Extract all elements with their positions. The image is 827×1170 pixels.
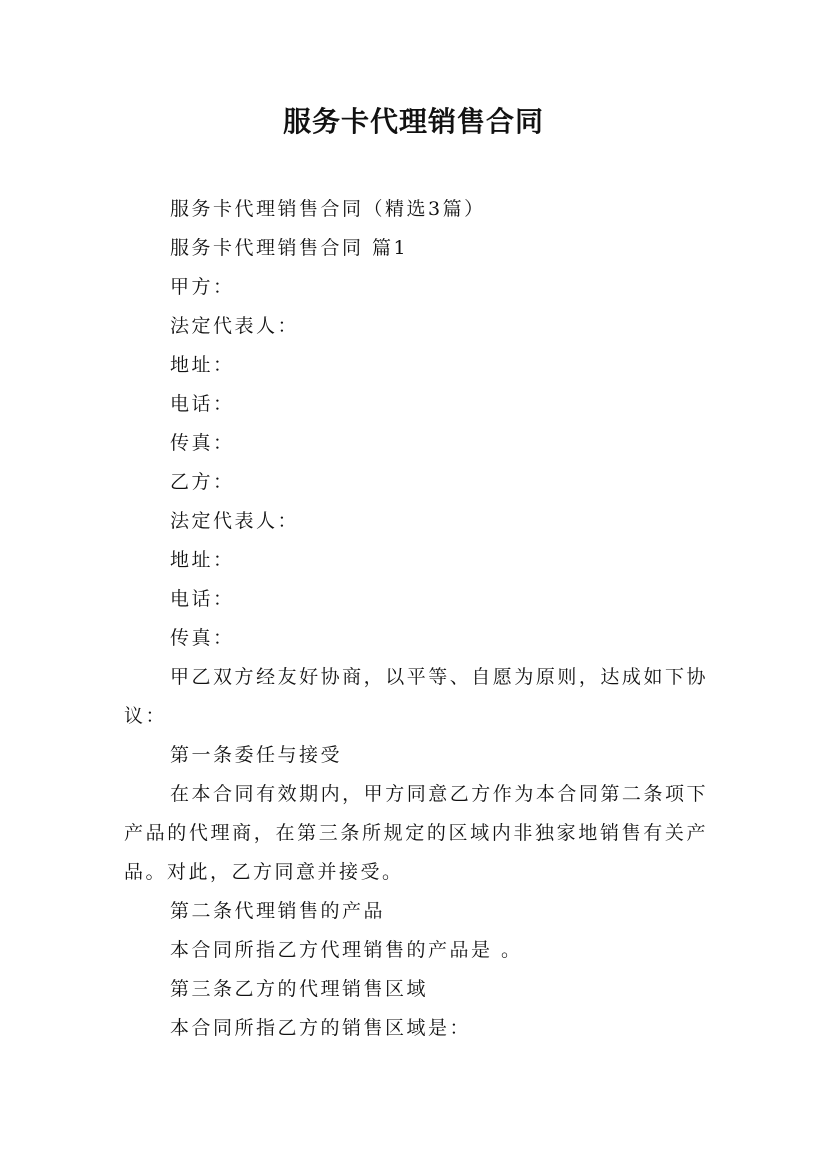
clause-3-body: 本合同所指乙方的销售区域是：: [170, 1017, 472, 1039]
clause-3-heading: 第三条乙方的代理销售区域: [170, 978, 429, 1000]
party-b-address: 地址：: [170, 549, 235, 571]
document-title: 服务卡代理销售合同: [282, 105, 544, 138]
party-b-legal-rep: 法定代表人：: [170, 510, 300, 532]
agreement-intro: 甲乙双方经友好协商，以平等、自愿为原则，达成如下协议：: [124, 666, 708, 727]
party-a-legal-rep: 法定代表人：: [170, 315, 300, 337]
party-b-fax: 传真：: [170, 627, 235, 649]
paragraph-article-heading: 服务卡代理销售合同 篇1: [170, 237, 409, 259]
clause-1-body: 在本合同有效期内，甲方同意乙方作为本合同第二条项下产品的代理商，在第三条所规定的区域内非独家地销售有关产品。对此，乙方同意并接受。: [124, 783, 708, 883]
party-b-label: 乙方：: [170, 471, 235, 493]
clause-2-heading: 第二条代理销售的产品: [170, 900, 386, 922]
party-a-label: 甲方：: [170, 276, 235, 298]
party-a-address: 地址：: [170, 354, 235, 376]
clause-1-heading: 第一条委任与接受: [170, 744, 343, 766]
paragraph-collection-heading: 服务卡代理销售合同（精选3篇）: [170, 198, 486, 220]
party-a-fax: 传真：: [170, 432, 235, 454]
clause-2-body: 本合同所指乙方代理销售的产品是 。: [170, 939, 523, 961]
party-b-phone: 电话：: [170, 588, 235, 610]
party-a-phone: 电话：: [170, 393, 235, 415]
document-body: [124, 190, 708, 1048]
